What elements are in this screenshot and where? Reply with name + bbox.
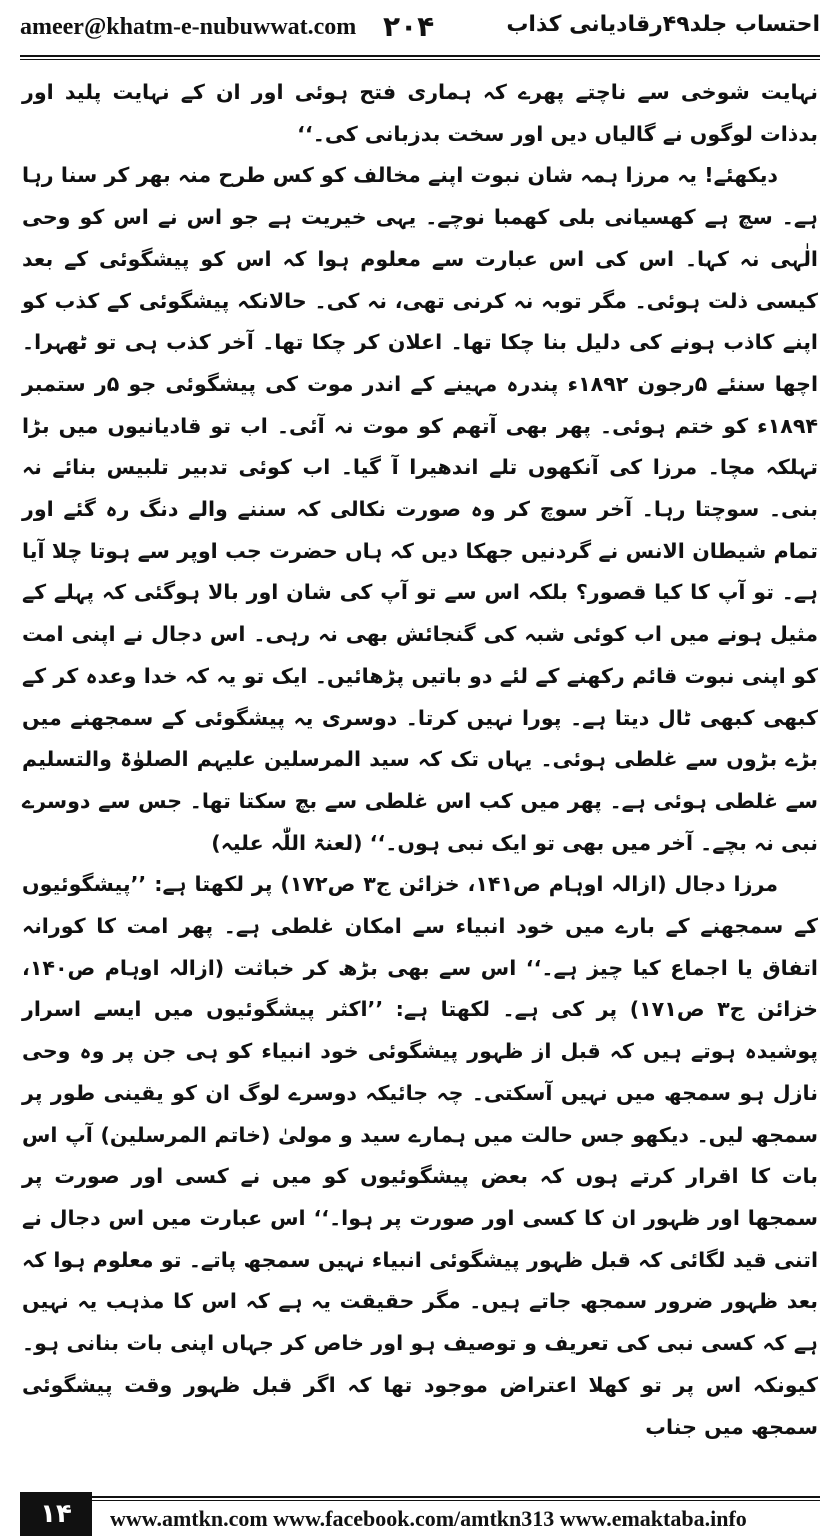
header-divider	[20, 55, 820, 57]
paragraph-2: دیکھئے! یہ مرزا ہمہ شان نبوت اپنے مخالف کو کس طرح منہ بھر کر سنا رہا ہے۔ سچ ہے کھسیانی بلی کھمبا نوچے۔ یہی خیریت ہے جو اس نے اس کو وحی الٰہی نہ کہا۔ اس کی اس عبارت سے معلوم ہوا کہ اس کو پیشگوئی کے بعد کیسی ذلت ہوئی۔ مگر توبہ نہ کرنی تھی، نہ کی۔ حالانکہ پیشگوئی کے کذب کو اپنے کاذب ہونے کی دلیل بنا چکا تھا۔ اعلان کر چکا تھا۔ آخر کذب ہی تو ٹھہرا۔ اچھا سنئے ۵رجون ۱۸۹۲ء پندرہ مہینے کے اندر موت کی پیشگوئی جو ۵ر ستمبر ۱۸۹۴ء کو ختم ہوئی۔ پھر بھی آتھم کو موت نہ آئی۔ اب تو قادیانیوں میں بڑا تہلکہ مچا۔ مرزا کی آنکھوں تلے اندھیرا آ گیا۔ اب کوئی تدبیر تلبیس بنائے نہ بنی۔ سوچتا رہا۔ آخر سوچ کر وہ صورت نکالی کہ سننے والے دنگ رہ گئے اور تمام شیطان الانس نے گردنیں جھکا دیں کہ ہاں حضرت جب اوپر سے ہوتا چلا آیا ہے۔ تو آپ کا کیا قصور؟ بلکہ اس سے تو آپ کی شان اور بالا ہوگئی کہ پہلے کے مثیل ہونے میں اب کوئی شبہ کی گنجائش بھی نہ رہی۔ اس دجال نے اپنی امت کو اپنی نبوت قائم رکھنے کے لئے دو باتیں پڑھائیں۔ ایک تو یہ کہ خدا وعدہ کر کے کبھی کبھی ٹال دیتا ہے۔ پورا نہیں کرتا۔ دوسری یہ پیشگوئی کے سمجھنے میں بڑے بڑوں سے غلطی ہوئی۔ یہاں تک کہ سید المرسلین علیہم الصلوٰۃ والتسلیم سے غلطی ہوئی ہے۔ پھر میں کب اس غلطی سے بچ سکتا تھا۔ جس سے دوسرے نبی نہ بچے۔ آخر میں بھی تو ایک نبی ہوں۔‘‘ (لعنۃ اللّٰہ علیہ)	[22, 163, 818, 855]
paragraph-3: مرزا دجال (ازالہ اوہام ص۱۴۱، خزائن ج۳ ص۱۷۲) پر لکھتا ہے: ’’پیشگوئیوں کے سمجھنے کے بارے میں خود انبیاء سے امکان غلطی ہے۔ پھر امت کا کورانہ اتفاق یا اجماع کیا چیز ہے۔‘‘ اس سے بھی بڑھ کر خباثت (ازالہ اوہام ص۱۴۰، خزائن ج۳ ص۱۷۱) پر کی ہے۔ لکھتا ہے: ’’اکثر پیشگوئیوں میں ایسے اسرار پوشیدہ ہوتے ہیں کہ قبل از ظہور پیشگوئی خود انبیاء کو ہی جن پر وہ وحی نازل ہو سمجھ میں نہیں آسکتی۔ چہ جائیکہ دوسرے لوگ ان کو یقینی طور پر سمجھ لیں۔ دیکھو جس حالت میں ہمارے سید و مولیٰ (خاتم المرسلین) آپ اس بات کا اقرار کرتے ہوں کہ بعض پیشگوئیوں کو میں نے کسی اور صورت پر سمجھا اور ظہور ان کا کسی اور صورت پر ہوا۔‘‘ اس عبارت میں اس دجال نے اتنی قید لگائی کہ قبل ظہور پیشگوئی انبیاء نہیں سمجھ پاتے۔ تو معلوم ہوا کہ بعد ظہور ضرور سمجھ جاتے ہیں۔ مگر حقیقت یہ ہے کہ اس کا مذہب یہ نہیں ہے کہ کسی نبی کی تعریف و توصیف ہو اور خاص کر جہاں اپنی بات بنانی ہو۔ کیونکہ اس پر تو کھلا اعتراض موجود تھا کہ اگر قبل ظہور وقت پیشگوئی سمجھ میں جناب	[22, 872, 818, 1439]
page-header	[0, 0, 840, 64]
header-email: ameer@khatm-e-nubuwwat.com	[20, 14, 357, 40]
footer-divider	[92, 1496, 820, 1498]
article-body	[22, 72, 818, 1448]
footer-website-links[interactable]: www.amtkn.com www.facebook.com/amtkn313 www.emaktaba.info	[110, 1506, 747, 1531]
footer-divider-thin	[92, 1500, 820, 1501]
footer-page-number: ۱۴	[20, 1492, 92, 1536]
header-divider-thin	[20, 59, 820, 60]
page-footer	[0, 1492, 840, 1540]
header-title: احتساب جلد۴۹رقادیانی کذاب	[506, 12, 820, 37]
paragraph-1: نہایت شوخی سے ناچتے پھرے کہ ہماری فتح ہوئی اور ان کے نہایت پلید اور بدذات لوگوں نے گالیاں دیں اور سخت بدزبانی کی۔‘‘	[22, 80, 818, 146]
header-page-number: ۲۰۴	[383, 10, 435, 43]
